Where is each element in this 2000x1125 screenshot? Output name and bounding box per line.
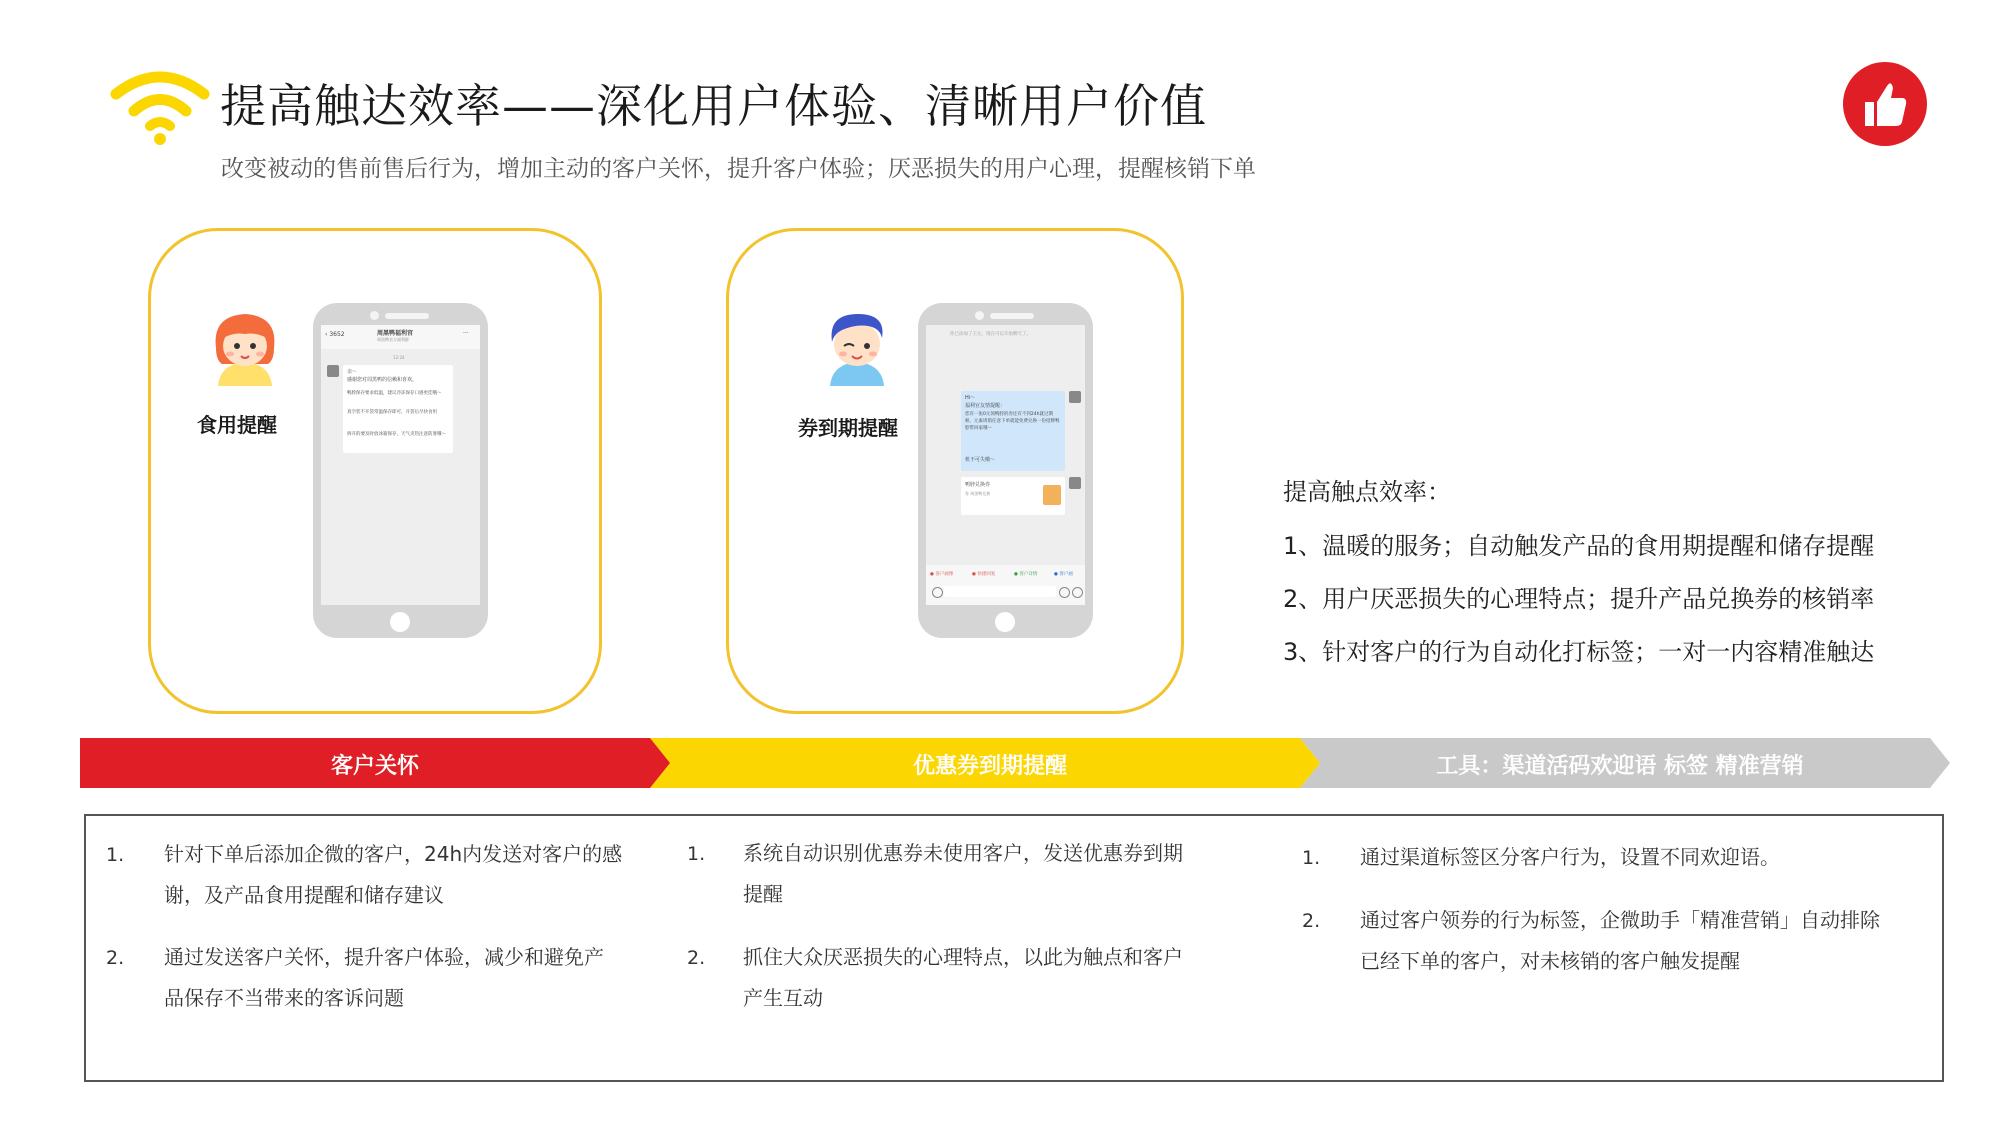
tab-quick-reply[interactable]: ● 快捷回复	[972, 572, 996, 577]
list-number: 1.	[1302, 847, 1321, 869]
list-number: 2.	[1302, 910, 1321, 932]
coupon-reminder-label: 券到期提醒	[798, 416, 898, 440]
list-number: 1.	[106, 844, 125, 866]
efficiency-item: 1、温暖的服务；自动触发产品的食用期提醒和储存提醒	[1283, 532, 1875, 560]
voice-icon[interactable]	[932, 587, 943, 598]
sender-avatar	[1069, 391, 1081, 403]
plus-icon[interactable]	[1072, 587, 1083, 598]
coupon-thumbnail	[1043, 485, 1061, 505]
back-button[interactable]: ‹ 3652	[325, 331, 345, 338]
sender-avatar	[1069, 477, 1081, 489]
sender-avatar	[327, 365, 339, 377]
list-number: 1.	[687, 843, 706, 865]
page-subtitle: 改变被动的售前售后行为，增加主动的客户关怀，提升客户体验；厌恶损失的用户心理，提醒核销下单	[221, 156, 1256, 182]
home-button	[390, 612, 410, 632]
message-bubble: Hi～ 福利官友情提醒： 您有一张0元领鸭脖的券还有不到24h就过期啦，元素周销任意下单就能免费兑换一份招牌鸭脖带回家哦～ 机不可失哦～	[961, 391, 1065, 471]
list-item-text: 通过客户领券的行为标签，企微助手「精准营销」自动排除 已经下单的客户，对未核销的客户触发提醒	[1360, 908, 1880, 973]
phone-mockup-2	[918, 303, 1093, 638]
food-reminder-label: 食用提醒	[197, 413, 277, 437]
efficiency-item: 2、用户厌恶损失的心理特点；提升产品兑换券的核销率	[1283, 585, 1875, 613]
list-number: 2.	[106, 947, 125, 969]
efficiency-heading: 提高触点效率：	[1283, 478, 1451, 506]
banner-label-care: 客户关怀	[330, 754, 419, 779]
list-item-text: 抓住大众厌恶损失的心理特点，以此为触点和客户 产生互动	[743, 945, 1183, 1010]
chat-subtitle: 周黑鸭官方福利群	[377, 337, 409, 342]
efficiency-item: 3、针对客户的行为自动化打标签；一对一内容精准触达	[1283, 638, 1875, 666]
message-bubble: 亲～ 感谢您对周黑鸭的信赖和喜欢。 鸭脖保存要求低温，建议冷冻保存口感更佳哦～ 真空装不开袋常温保存即可，开袋后尽快食用 拆开的要及时放冰箱保存，天气炎热注意防暑哦～	[343, 365, 453, 453]
boy-avatar	[822, 308, 892, 388]
list-item-text: 系统自动识别优惠券未使用客户，发送优惠券到期 提醒	[743, 841, 1183, 906]
tab-customer-profile-2[interactable]: ● 客户画	[1054, 572, 1073, 577]
emoji-icon[interactable]	[1059, 587, 1070, 598]
chat-title: 周黑鸭福利官	[377, 330, 414, 337]
chat-screen-2	[926, 325, 1085, 605]
list-item-text: 通过发送客户关怀，提升客户体验，减少和避免产 品保存不当带来的客诉问题	[164, 945, 604, 1010]
chat-input[interactable]	[944, 586, 1056, 597]
home-button	[995, 612, 1015, 632]
list-item-text: 针对下单后添加企微的客户，24h内发送对客户的感 谢，及产品食用提醒和储存建议	[164, 842, 623, 907]
wifi-icon	[110, 66, 210, 146]
chat-screen-1	[321, 325, 480, 605]
list-item-text: 通过渠道标签区分客户行为，设置不同欢迎语。	[1360, 845, 1780, 869]
coupon-card[interactable]: 鸭脖兑换券 券 周黑鸭兑换	[961, 477, 1065, 515]
chat-time: 12:24	[393, 355, 405, 360]
banner-label-coupon: 优惠券到期提醒	[912, 754, 1067, 779]
tab-customer-detail[interactable]: ● 客户详情	[1014, 572, 1038, 577]
tab-customer-profile[interactable]: ● 客户画像	[930, 572, 954, 577]
more-icon[interactable]: ···	[463, 330, 469, 337]
banner-label-tools: 工具：渠道活码欢迎语 标签 精准营销	[1436, 754, 1804, 779]
page-title: 提高触达效率——深化用户体验、清晰用户价值	[220, 79, 1207, 133]
thumbs-up-icon	[1843, 62, 1927, 146]
girl-avatar	[210, 308, 280, 388]
system-notice: 你已添加了王元，现在可以开始聊天了。	[950, 332, 1031, 337]
phone-mockup-1	[313, 303, 488, 638]
list-number: 2.	[687, 947, 706, 969]
